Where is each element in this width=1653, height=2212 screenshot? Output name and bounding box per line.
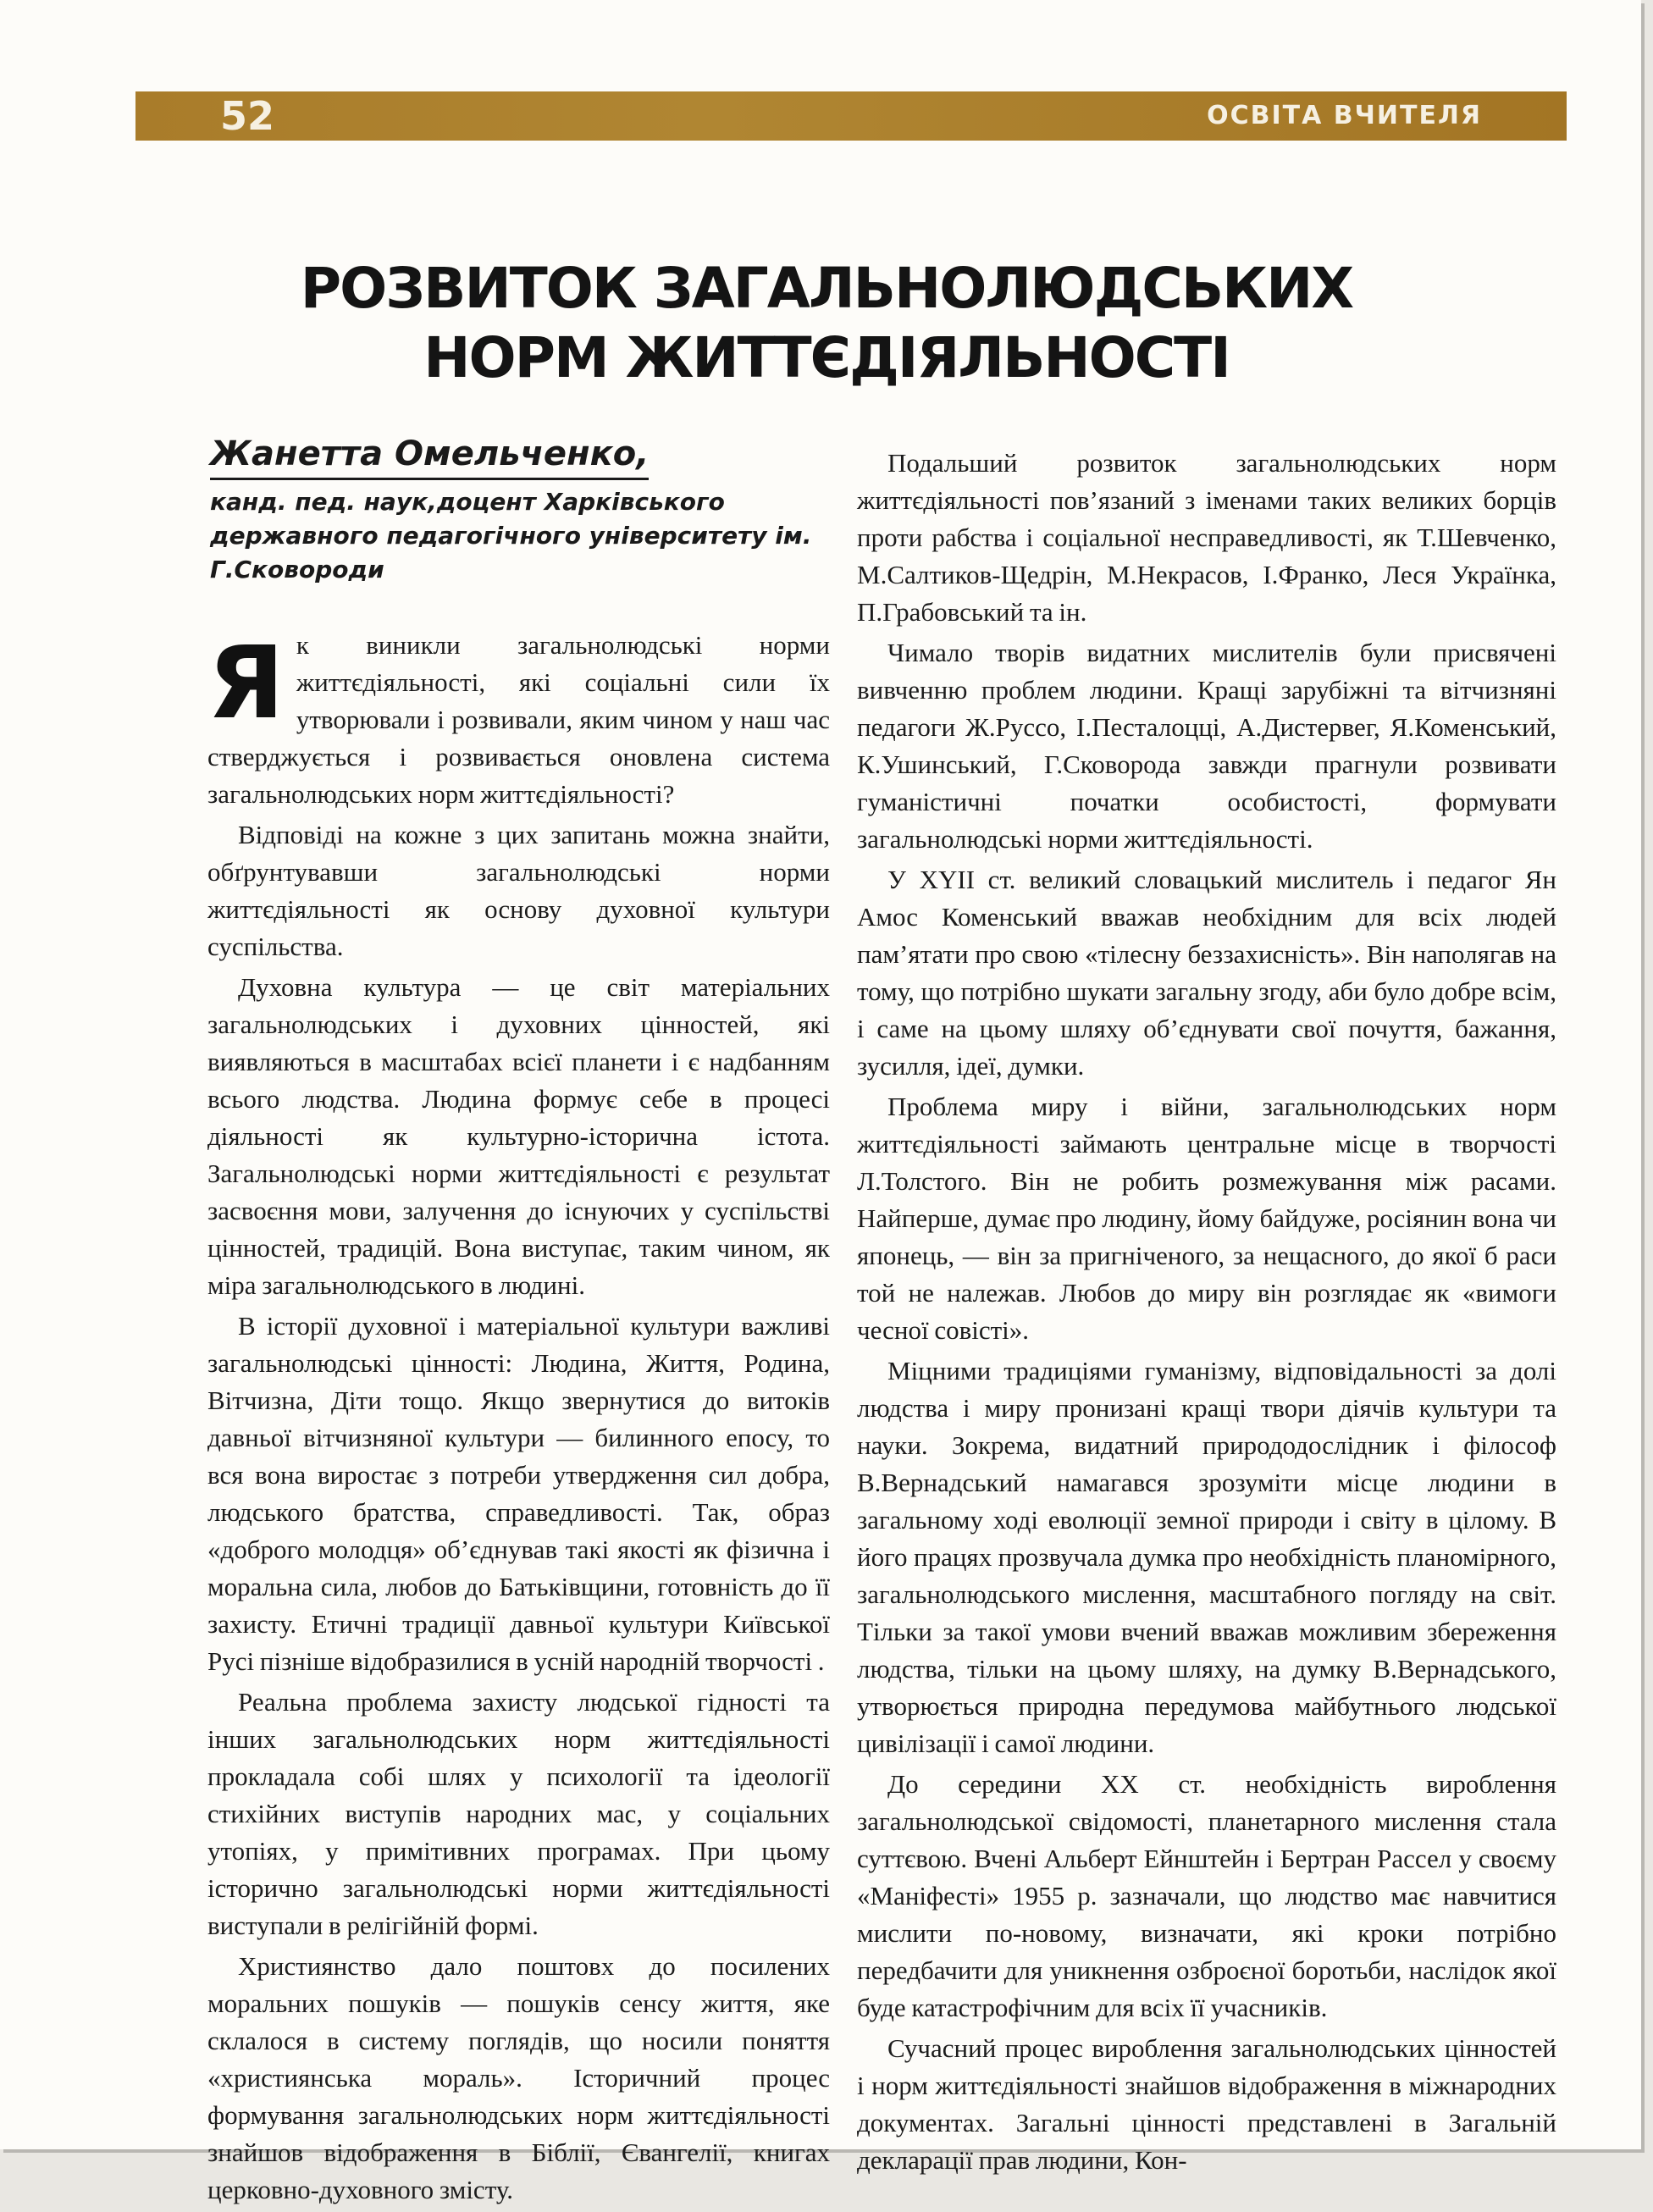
magazine-name: ОСВІТА ВЧИТЕЛЯ [1207,101,1482,130]
paragraph: Сучасний процес вироблення загальнолюдських цінностей і норм життєдіяльності знайшов відображення в міжнародних документах. Загальні цінності представлені в Загальній декларації прав людини, Кон- [857,2033,1556,2175]
paragraph: До середини XX ст. необхідність вироблення загальнолюдської свідомості, планетарного мислення стала суттєвою. Вчені Альберт Ейнштейн і Бертран Рассел у своєму «Маніфесті» 1955 р. зазначали, що людство має навчитися мислити по-новому, визначати, які кроки потрібно передбачити для уникнення озброєної боротьби, наслідок якої буде катастрофічним для всіх її учасників. [857,1769,1556,2022]
page-number: 52 [220,93,275,139]
article-title-line-2: НОРМ ЖИТТЄДІЯЛЬНОСТІ [423,325,1230,390]
paragraph: В історії духовної і матеріальної культури важливі загальнолюдські цінності: Людина, Життя, Родина, Вітчизна, Діти тощо. Якщо звернутися до витоків давньої вітчизняної культури — билинного епосу, то вся вона виростає з потреби утвердження сил добра, людського братства, справедливості. Так, образ «доброго молодця» об’єднував такі якості як фізична і моральна сила, любов до Батьківщини, готовність до її захисту. Етичні традиції давньої культури Київської Русі пізніше відобразилися в усній народній творчості . [207,1311,830,1676]
article-title-line-1: РОЗВИТОК ЗАГАЛЬНОЛЮДСЬКИХ [300,256,1353,321]
article-title [0,254,1653,393]
author-affiliation: канд. пед. наук,доцент Харківського державного педагогічного університету ім. Г.Сковороди [210,488,812,583]
paragraph: У XYII ст. великий словацький мислитель і педагог Ян Амос Коменський вважав необхідним для всіх людей пам’ятати про свою «тілесну беззахисність». Він наполягав на тому, що потрібно шукати загальну згоду, аби було добре всім, і саме на цьому шляху об’єднувати свої почуття, бажання, зусилля, ідеї, думки. [857,865,1556,1081]
header-band [135,91,1567,141]
paragraph: Християнство дало поштовх до посилених моральних пошуків — пошуків сенсу життя, яке склалося в систему поглядів, що носили поняття «християнська мораль». Історичний процес формування загальнолюдських норм життєдіяльності знайшов відображення в Біблії, Євангелії, книгах церковно-духовного змісту. [207,1951,830,2204]
paragraph: Проблема миру і війни, загальнолюдських норм життєдіяльності займають центральне місце в творчості Л.Толстого. Він не робить розмежування між расами. Найперше, думає про людину, йому байдуже, росіянин вона чи японець, — він за пригніченого, за нещасного, до якої б раси той не належав. Любов до миру він розглядає як «вимоги чесної совісті». [857,1092,1556,1345]
author-name: Жанетта Омельченко, [210,432,649,480]
drop-cap: Я [207,624,285,741]
right-column [857,445,1556,2182]
paragraph: Реальна проблема захисту людської гідності та інших загальнолюдських норм життєдіяльності прокладала собі шлях у психології та ідеології стихійних виступів народних мас, у соціальних утопіях, у примітивних програмах. При цьому історично загальнолюдські норми життєдіяльності виступали в релігійній формі. [207,1687,830,1940]
paragraph: Міцними традиціями гуманізму, відповідальності за долі людства і миру пронизані кращі твори діячів культури та науки. Зокрема, видатний природодослідник і філософ В.Вернадський намагався зрозуміти місце людини в загальному ході еволюції земної природи і світу в цілому. В його працях прозвучала думка про необхідність планомірного, загальнолюдського мислення, масштабного погляду на світ. Тільки за такої умови вчений вважав можливим збереження людства, тільки на цьому шляху, на думку В.Вернадського, утворюється природна передумова майбутнього людської цивілізації і самої людини. [857,1356,1556,1758]
paragraph: Духовна культура — це світ матеріальних загальнолюдських і духовних цінностей, які виявляються в масштабах всієї планети і є надбанням всього людства. Людина формує себе в процесі діяльності як культурно-історична істота. Загальнолюдські норми життєдіяльності є результат засвоєння мови, залучення до існуючих у суспільстві цінностей, традицій. Вона виступає, таким чином, як міра загальнолюдського в людині. [207,972,830,1300]
paragraph-text: к виникли загальнолюдські норми життєдіяльності, які соціальні сили їх утворювали і розвивали, яким чином у наш час стверджується і розвивається оновлена система загальнолюдських норм життєдіяльності? [207,630,830,809]
paragraph: Відповіді на кожне з цих запитань можна знайти, обґрунтувавши загальнолюдські норми життєдіяльності як основу духовної культури суспільства. [207,820,830,961]
paragraph: Чимало творів видатних мислителів були присвячені вивченню проблем людини. Кращі зарубіжні та вітчизняні педагоги Ж.Руссо, І.Песталоцці, А.Дистервег, Я.Коменський, К.Ушинський, Г.Сковорода завжди прагнули розвивати гуманістичні початки особистості, формувати загальнолюдські норми життєдіяльності. [857,638,1556,854]
paragraph [207,624,830,813]
paragraph: Подальший розвиток загальнолюдських норм життєдіяльності пов’язаний з іменами таких великих борців проти рабства і соціальної несправедливості, як Т.Шевченко, М.Салтиков-Щедрін, М.Некрасов, І.Франко, Леся Українка, П.Грабовський та ін. [857,448,1556,627]
author-block [210,432,828,587]
left-column [207,624,830,2212]
